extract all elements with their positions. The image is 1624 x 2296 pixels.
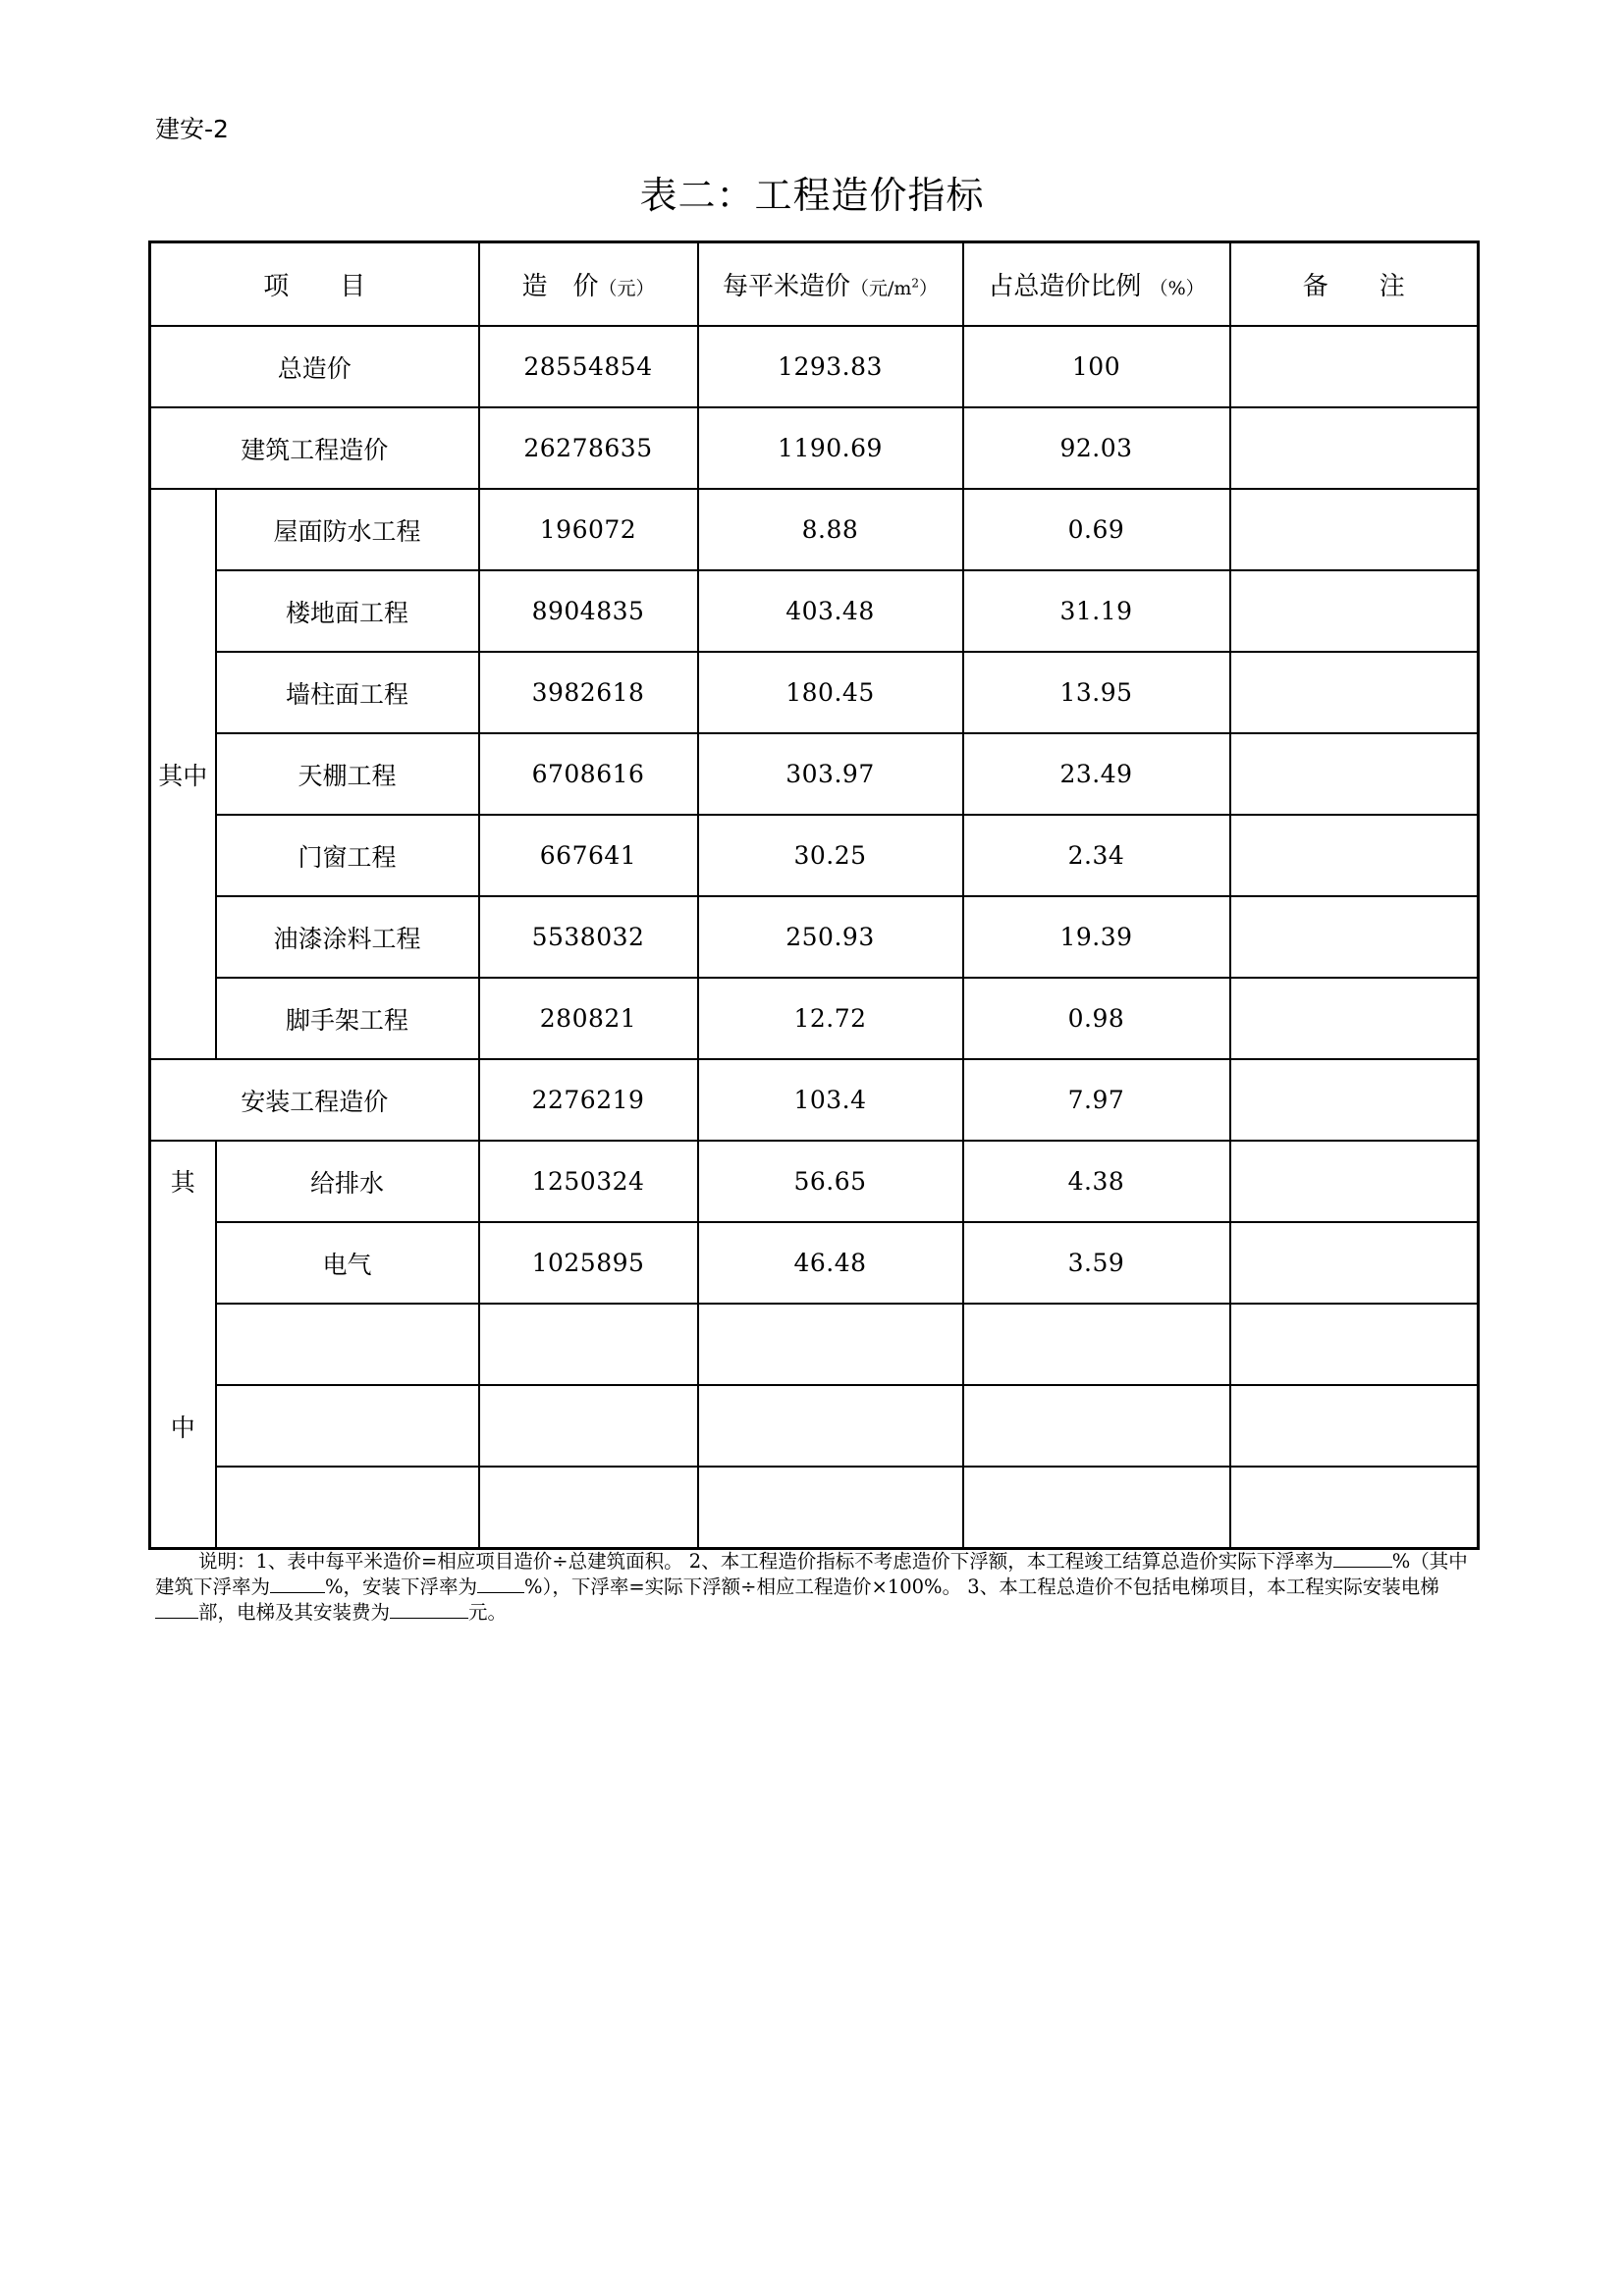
row-ratio: 13.95 bbox=[963, 652, 1230, 733]
note-part-5: 部，电梯及其安装费为 bbox=[198, 1601, 391, 1624]
row-per-sqm: 403.48 bbox=[698, 570, 963, 652]
row-name: 电气 bbox=[216, 1222, 479, 1304]
note-part-4: %），下浮率=实际下浮额÷相应工程造价×100%。 3、本工程总造价不包括电梯项目，本工程实际安装电梯 bbox=[524, 1575, 1439, 1598]
header-row bbox=[150, 242, 1479, 327]
table-row bbox=[150, 1141, 1479, 1222]
row-ratio: 19.39 bbox=[963, 896, 1230, 978]
blank-building-rate bbox=[270, 1575, 325, 1593]
row-remark bbox=[1230, 1141, 1479, 1222]
table-row-install bbox=[150, 1059, 1479, 1141]
row-per-sqm: 180.45 bbox=[698, 652, 963, 733]
table-row bbox=[150, 815, 1479, 896]
row-remark bbox=[1230, 978, 1479, 1059]
table-row bbox=[150, 570, 1479, 652]
row-name bbox=[216, 1467, 479, 1549]
table-row bbox=[150, 896, 1479, 978]
row-name bbox=[216, 1304, 479, 1385]
row-ratio: 23.49 bbox=[963, 733, 1230, 815]
row-ratio bbox=[963, 1385, 1230, 1467]
row-per-sqm: 30.25 bbox=[698, 815, 963, 896]
row-remark bbox=[1230, 1222, 1479, 1304]
row-cost: 8904835 bbox=[479, 570, 698, 652]
row-ratio bbox=[963, 1304, 1230, 1385]
row-cost bbox=[479, 1304, 698, 1385]
header-per-sqm-label: 每平米造价 bbox=[722, 272, 850, 301]
blank-elevator-count bbox=[155, 1600, 198, 1619]
row-remark bbox=[1230, 1467, 1479, 1549]
header-remark: 备 注 bbox=[1230, 242, 1479, 327]
unit-superscript: 2 bbox=[911, 276, 920, 291]
row-remark bbox=[1230, 1385, 1479, 1467]
blank-elevator-cost bbox=[390, 1600, 468, 1619]
row-ratio: 31.19 bbox=[963, 570, 1230, 652]
row-cost: 280821 bbox=[479, 978, 698, 1059]
row-cost: 196072 bbox=[479, 489, 698, 570]
row-cost bbox=[479, 1467, 698, 1549]
row-ratio: 3.59 bbox=[963, 1222, 1230, 1304]
table-row bbox=[150, 489, 1479, 570]
row-name: 安装工程造价 bbox=[150, 1059, 479, 1141]
row-name: 天棚工程 bbox=[216, 733, 479, 815]
row-per-sqm: 56.65 bbox=[698, 1141, 963, 1222]
row-cost: 26278635 bbox=[479, 407, 698, 489]
install-sub-group-label bbox=[150, 1141, 216, 1549]
row-cost: 1250324 bbox=[479, 1141, 698, 1222]
row-name: 墙柱面工程 bbox=[216, 652, 479, 733]
row-name bbox=[216, 1385, 479, 1467]
row-per-sqm bbox=[698, 1385, 963, 1467]
header-ratio-unit: （%） bbox=[1149, 278, 1205, 299]
note-part-1: 说明：1、表中每平米造价=相应项目造价÷总建筑面积。 2、本工程造价指标不考虑造价下浮额，本工程竣工结算总造价实际下浮率为 bbox=[198, 1550, 1333, 1573]
row-name: 楼地面工程 bbox=[216, 570, 479, 652]
table-row-building bbox=[150, 407, 1479, 489]
unit-suffix: ） bbox=[919, 278, 939, 299]
note-part-2: %（其中建筑下浮率为 bbox=[155, 1550, 1468, 1598]
row-cost: 2276219 bbox=[479, 1059, 698, 1141]
building-sub-group-label: 其中 bbox=[150, 489, 216, 1059]
header-cost bbox=[479, 242, 698, 327]
row-per-sqm: 103.4 bbox=[698, 1059, 963, 1141]
table-row-total bbox=[150, 326, 1479, 407]
table-title: 表二：工程造价指标 bbox=[639, 174, 985, 217]
row-remark bbox=[1230, 1059, 1479, 1141]
row-cost: 667641 bbox=[479, 815, 698, 896]
table-row bbox=[150, 733, 1479, 815]
row-remark bbox=[1230, 815, 1479, 896]
row-cost: 28554854 bbox=[479, 326, 698, 407]
note-part-3: %，安装下浮率为 bbox=[325, 1575, 478, 1598]
table-row bbox=[150, 1222, 1479, 1304]
header-cost-label: 造 价 bbox=[521, 272, 599, 301]
row-ratio: 0.69 bbox=[963, 489, 1230, 570]
row-name: 给排水 bbox=[216, 1141, 479, 1222]
table-row-empty bbox=[150, 1385, 1479, 1467]
row-cost: 6708616 bbox=[479, 733, 698, 815]
note-part-6: 元。 bbox=[468, 1601, 508, 1624]
install-sub-label-top: 其 bbox=[170, 1168, 195, 1197]
row-ratio: 2.34 bbox=[963, 815, 1230, 896]
row-ratio: 7.97 bbox=[963, 1059, 1230, 1141]
row-name: 建筑工程造价 bbox=[150, 407, 479, 489]
row-remark bbox=[1230, 489, 1479, 570]
row-remark bbox=[1230, 407, 1479, 489]
header-ratio-label: 占总造价比例 bbox=[988, 272, 1142, 301]
row-cost bbox=[479, 1385, 698, 1467]
row-cost: 1025895 bbox=[479, 1222, 698, 1304]
row-cost: 5538032 bbox=[479, 896, 698, 978]
blank-install-rate bbox=[477, 1575, 524, 1593]
row-name: 油漆涂料工程 bbox=[216, 896, 479, 978]
row-remark bbox=[1230, 896, 1479, 978]
row-remark bbox=[1230, 570, 1479, 652]
row-name: 屋面防水工程 bbox=[216, 489, 479, 570]
row-remark bbox=[1230, 652, 1479, 733]
header-per-sqm bbox=[698, 242, 963, 327]
row-per-sqm: 46.48 bbox=[698, 1222, 963, 1304]
blank-total-rate bbox=[1333, 1549, 1392, 1568]
table-row-empty bbox=[150, 1467, 1479, 1549]
header-ratio bbox=[963, 242, 1230, 327]
row-per-sqm: 303.97 bbox=[698, 733, 963, 815]
explanatory-note bbox=[155, 1549, 1471, 1626]
row-name: 总造价 bbox=[150, 326, 479, 407]
row-cost: 3982618 bbox=[479, 652, 698, 733]
row-name: 脚手架工程 bbox=[216, 978, 479, 1059]
row-per-sqm bbox=[698, 1304, 963, 1385]
row-per-sqm bbox=[698, 1467, 963, 1549]
cost-index-table bbox=[148, 240, 1480, 1550]
unit-prefix: （元/m bbox=[849, 278, 912, 299]
row-ratio bbox=[963, 1467, 1230, 1549]
row-per-sqm: 250.93 bbox=[698, 896, 963, 978]
table-row bbox=[150, 652, 1479, 733]
row-per-sqm: 8.88 bbox=[698, 489, 963, 570]
row-ratio: 0.98 bbox=[963, 978, 1230, 1059]
row-remark bbox=[1230, 1304, 1479, 1385]
row-ratio: 100 bbox=[963, 326, 1230, 407]
table-row-empty bbox=[150, 1304, 1479, 1385]
header-item: 项 目 bbox=[150, 242, 479, 327]
row-name: 门窗工程 bbox=[216, 815, 479, 896]
row-ratio: 92.03 bbox=[963, 407, 1230, 489]
table-row bbox=[150, 978, 1479, 1059]
row-remark bbox=[1230, 326, 1479, 407]
header-per-sqm-unit bbox=[850, 278, 938, 299]
row-per-sqm: 12.72 bbox=[698, 978, 963, 1059]
row-ratio: 4.38 bbox=[963, 1141, 1230, 1222]
row-per-sqm: 1190.69 bbox=[698, 407, 963, 489]
install-sub-label-bottom: 中 bbox=[170, 1414, 195, 1442]
header-cost-unit: （元） bbox=[598, 278, 655, 299]
document-code: 建安-2 bbox=[155, 115, 229, 143]
row-per-sqm: 1293.83 bbox=[698, 326, 963, 407]
row-remark bbox=[1230, 733, 1479, 815]
